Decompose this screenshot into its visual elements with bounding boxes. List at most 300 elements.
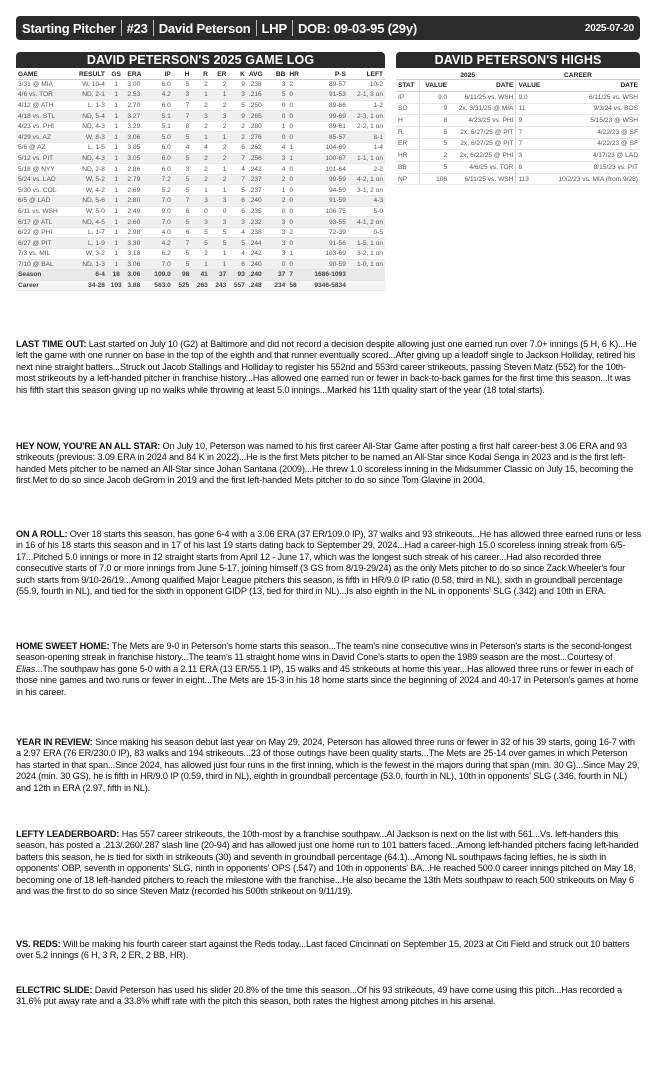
cell-left: 4-1, 2 on [348, 217, 385, 228]
game-row [16, 259, 385, 270]
cell-ip: 4.2 [148, 238, 173, 249]
game-row [16, 206, 385, 217]
cell-r: 1 [191, 185, 210, 196]
cell-er: 2 [210, 153, 229, 164]
cell-gs: 1 [107, 238, 126, 249]
header-bar [16, 16, 640, 40]
cell-left: 2-2 [348, 164, 385, 175]
cell-bb: 0 [269, 259, 288, 270]
cell-k: 6 [228, 196, 247, 207]
cell-left: 10-2 [348, 79, 385, 90]
cell-h: 6 [173, 227, 192, 238]
cell-k: 4 [228, 164, 247, 175]
note-text: Last started on July 10 (G2) at Baltimore and did not record a decision despite allowing just one earned run over 7.0+ innings (5 H, 6 K)...He left the game with one runner on base in the top of the eighth and that runner eventually scored...After giving up a leadoff single to Jackson Holliday, retired his next nine straight batters...Struck out Jacob Stallings and Holliday to register his 552nd and 553rd career strikeouts, passing Steven Matz (552) for the 10th-most strikeouts by a left-handed pitcher in franchise history...Has allowed one earned run or fewer in back-to-back games for the first time this season...It was his fifth start this season giving up no walks while throwing at least 5.0 innings...Marked his 11th quality start of the year (18 total starts). [16, 339, 637, 395]
cell-game: 5/18 @ NYY [16, 164, 70, 175]
cell-bb: 4 [269, 143, 288, 154]
note-text: Has 557 career strikeouts, the 10th-most by a franchise southpaw...Al Jackson is next on the list with 561...Vs. left-handers this season, has posted a .213/.260/.287 slash line (20-94) and has allowed just one home run to 101 batters faced...Among left-handed pitchers facing left-handed batters this season, he is tied for sixth in strikeouts (30) and seventh in groundball percentage (64.1)...Among NL southpaws facing lefties, he is sixth in opponents' OBP, seventh in opponents' SLG, ninth in opponents' OPS (.547) and 10th in opponents' BA...He reached 500.0 career innings pitched on May 18, becoming one of 18 left-handed pitchers to reach the milestone with the franchise...He also became the 13th Mets southpaw to reach 500 strikeouts on May 6 and was the first to do so since Steven Matz (recorded his 500th strikeout on 9/11/19). [16, 829, 639, 897]
cell-er: 243 [210, 280, 229, 291]
cell-era: 2.79 [125, 174, 147, 185]
cell-ip: 6.0 [148, 153, 173, 164]
cell-avg: .232 [247, 217, 269, 228]
cell-ip: 6.2 [148, 249, 173, 260]
cell-ip: 6.0 [148, 100, 173, 111]
cell-career-date: 5/15/23 @ WSH [546, 115, 640, 127]
game-row [16, 217, 385, 228]
cell-gs: 1 [107, 174, 126, 185]
cell-k: 9 [228, 111, 247, 122]
note-last-time-out [16, 339, 642, 396]
cell-avg: .235 [247, 206, 269, 217]
cell-r: 2 [191, 121, 210, 132]
column-header-hr: HR [287, 68, 304, 79]
cell-r: 4 [191, 143, 210, 154]
cell-r: 2 [191, 249, 210, 260]
cell-avg: .276 [247, 132, 269, 143]
column-header-era: ERA [125, 68, 147, 79]
cell-k: 9 [228, 79, 247, 90]
cell-era: 3.06 [125, 270, 147, 281]
cell-p-s: 91-59 [304, 196, 348, 207]
note-vs-reds [16, 939, 642, 962]
cell-result: ND, 2-8 [70, 164, 107, 175]
cell-era: 3.05 [125, 143, 147, 154]
note-heading: YEAR IN REVIEW: [16, 737, 93, 747]
note-on-a-roll [16, 529, 642, 597]
cell-left: 5-0 [348, 206, 385, 217]
game-row [16, 143, 385, 154]
cell-avg: .240 [247, 196, 269, 207]
cell-bb: 0 [269, 132, 288, 143]
cell-career-date: 4/17/23 @ LAD [546, 150, 640, 162]
note-year-in-review [16, 737, 642, 794]
game-row [16, 164, 385, 175]
highs-header-value: VALUE [516, 80, 546, 92]
cell-era: 3.18 [125, 249, 147, 260]
cell-result: L, 1-5 [70, 143, 107, 154]
cell-er: 3 [210, 111, 229, 122]
cell-ip: 563.0 [148, 280, 173, 291]
cell-game: 5/12 vs. PIT [16, 153, 70, 164]
cell-bb: 3 [269, 153, 288, 164]
cell-left: 1-1, 1 on [348, 153, 385, 164]
cell-career-value: 9 [516, 115, 546, 127]
cell-k: 3 [228, 217, 247, 228]
cell-er: 1 [210, 132, 229, 143]
cell-bb: 0 [269, 206, 288, 217]
cell-gs: 1 [107, 79, 126, 90]
cell-game: 7/3 vs. MIL [16, 249, 70, 260]
career-total-row [16, 280, 385, 291]
cell-p-s: 99-69 [304, 111, 348, 122]
highs-group-row [396, 68, 640, 80]
column-header-k: K [228, 68, 247, 79]
cell-avg: .242 [247, 249, 269, 260]
cell-game: 5/24 vs. LAD [16, 174, 70, 185]
cell-p-s: 106-75 [304, 206, 348, 217]
cell-hr: 0 [287, 90, 304, 101]
cell-2025-value: 9 [419, 103, 449, 115]
note-heading: ELECTRIC SLIDE: [16, 985, 93, 995]
cell-2025-value: 5 [419, 126, 449, 138]
cell-k: 4 [228, 249, 247, 260]
cell-2025-date: 4/23/25 vs. PHI [449, 115, 516, 127]
cell-game: 6/17 @ ATL [16, 217, 70, 228]
cell-h: 5 [173, 185, 192, 196]
cell-game: 6/27 @ PIT [16, 238, 70, 249]
cell-era: 3.00 [125, 79, 147, 90]
game-row [16, 111, 385, 122]
note-italic: Elias [16, 663, 36, 674]
cell-result: W, 8-3 [70, 132, 107, 143]
cell-p-s: 104-69 [304, 143, 348, 154]
cell-avg: .216 [247, 90, 269, 101]
cell-game: 4/29 vs. AZ [16, 132, 70, 143]
cell-h: 7 [173, 238, 192, 249]
note-electric-slide [16, 985, 642, 1008]
highs-row [396, 138, 640, 150]
cell-k: 3 [228, 90, 247, 101]
cell-era: 3.06 [125, 132, 147, 143]
cell-er: 2 [210, 79, 229, 90]
cell-ip: 5.1 [148, 111, 173, 122]
cell-result: W, 3-2 [70, 249, 107, 260]
cell-avg: .238 [247, 227, 269, 238]
cell-gs: 1 [107, 217, 126, 228]
cell-career-value: 3 [516, 150, 546, 162]
cell-bb: 0 [269, 111, 288, 122]
cell-hr: 0 [287, 185, 304, 196]
cell-era: 2.53 [125, 90, 147, 101]
cell-p-s: 90-59 [304, 259, 348, 270]
note-heading: LEFTY LEADERBOARD: [16, 829, 120, 839]
cell-er: 2 [210, 100, 229, 111]
cell-r: 2 [191, 174, 210, 185]
column-header-bb: BB [269, 68, 288, 79]
cell-era: 3.06 [125, 259, 147, 270]
highs-header-date: DATE [449, 80, 516, 92]
cell-gs: 103 [107, 280, 126, 291]
cell-career-date: 4/22/23 @ SF [546, 126, 640, 138]
cell-ip: 7.0 [148, 196, 173, 207]
cell-ip: 7.2 [148, 174, 173, 185]
cell-avg: .242 [247, 164, 269, 175]
cell-r: 5 [191, 238, 210, 249]
cell-game: 5/6 @ AZ [16, 143, 70, 154]
cell-er: 1 [210, 249, 229, 260]
column-header-gs: GS [107, 68, 126, 79]
cell-er: 5 [210, 227, 229, 238]
cell-left: 3-2, 1 on [348, 249, 385, 260]
cell-h: 5 [173, 153, 192, 164]
cell-bb: 1 [269, 185, 288, 196]
player-throws: LHP [261, 20, 287, 36]
cell-game: 5/30 vs. COL [16, 185, 70, 196]
cell-hr: 7 [287, 270, 304, 281]
game-log-title: DAVID PETERSON'S 2025 GAME LOG [16, 52, 385, 68]
cell-bb: 3 [269, 79, 288, 90]
cell-left: 2-2, 1 on [348, 121, 385, 132]
cell-2025-date: 6/11/25 vs. WSH [449, 173, 516, 185]
cell-game: 4/6 vs. TOR [16, 90, 70, 101]
cell-er: 37 [210, 270, 229, 281]
cell-avg: .256 [247, 153, 269, 164]
cell-gs: 1 [107, 206, 126, 217]
cell-avg: .237 [247, 185, 269, 196]
cell-hr: 0 [287, 196, 304, 207]
cell-p-s: 99-59 [304, 174, 348, 185]
highs-row [396, 173, 640, 185]
cell-er: 1 [210, 185, 229, 196]
cell-er: 5 [210, 238, 229, 249]
cell-2025-value: 8 [419, 115, 449, 127]
note-heading: ON A ROLL: [16, 529, 68, 539]
cell-game: 3/31 @ MIA [16, 79, 70, 90]
cell-hr: 0 [287, 121, 304, 132]
cell-gs: 1 [107, 111, 126, 122]
cell-left: 0-5 [348, 227, 385, 238]
cell-2025-date: 6/11/25 vs. WSH [449, 91, 516, 103]
cell-er: 1 [210, 259, 229, 270]
cell-hr: 0 [287, 259, 304, 270]
cell-k: 7 [228, 153, 247, 164]
cell-h: 3 [173, 164, 192, 175]
note-heading: VS. REDS: [16, 939, 61, 949]
highs-row [396, 115, 640, 127]
cell-2025-value: 2 [419, 150, 449, 162]
cell-bb: 2 [269, 196, 288, 207]
cell-left [348, 270, 385, 281]
cell-gs: 1 [107, 164, 126, 175]
cell-stat: SO [396, 103, 419, 115]
cell-result: L, 1-3 [70, 100, 107, 111]
cell-k: 5 [228, 100, 247, 111]
note-heading: HOME SWEET HOME: [16, 641, 110, 651]
season-total-row [16, 270, 385, 281]
cell-era: 2.70 [125, 100, 147, 111]
cell-h: 5 [173, 217, 192, 228]
cell-era: 2.49 [125, 206, 147, 217]
cell-p-s: 1686-1093 [304, 270, 348, 281]
cell-hr: 2 [287, 227, 304, 238]
player-role: Starting Pitcher [22, 20, 116, 36]
cell-bb: 4 [269, 164, 288, 175]
cell-result: ND, 5-4 [70, 111, 107, 122]
cell-h: 525 [173, 280, 192, 291]
cell-r: 263 [191, 280, 210, 291]
highs-panel [396, 52, 640, 185]
cell-gs: 1 [107, 121, 126, 132]
player-dob: DOB: 09-03-95 (29y) [297, 20, 417, 36]
cell-result: ND, 1-3 [70, 259, 107, 270]
cell-p-s: 100-67 [304, 153, 348, 164]
cell-p-s: 72-39 [304, 227, 348, 238]
cell-result: W, 5-2 [70, 174, 107, 185]
cell-result: 34-28 [70, 280, 107, 291]
cell-k: 5 [228, 238, 247, 249]
cell-hr: 0 [287, 164, 304, 175]
cell-gs: 1 [107, 227, 126, 238]
cell-k: 2 [228, 121, 247, 132]
cell-r: 0 [191, 206, 210, 217]
cell-p-s: 91-53 [304, 90, 348, 101]
cell-career-value: 6 [516, 162, 546, 174]
divider [153, 20, 154, 36]
cell-h: 5 [173, 249, 192, 260]
column-header-r: R [191, 68, 210, 79]
cell-er: 2 [210, 174, 229, 185]
note-heading: LAST TIME OUT: [16, 339, 87, 349]
cell-era: 3.05 [125, 153, 147, 164]
cell-result: ND, 4-3 [70, 153, 107, 164]
cell-era: 3.88 [125, 280, 147, 291]
note-text: Since making his season debut last year on May 29, 2024, Peterson has allowed three runs or fewer in 32 of his 39 starts, going 16-7 with a 2.97 ERA (76 ER/230.0 IP), 83 walks and 194 strikeouts...23 of those outings have been quality starts...The Mets are 25-14 over games in which Peterson has started in that span...Since 2024, has allowed just four runs in the first inning, which is the fewest in the majors during that span (min. 30 G)...Since May 29, 2024 (min. 30 GS), he is fifth in HR/9.0 IP (0.59, third in NL), eighth in groundball percentage (53.0, fourth in NL), 10th in opponents' SLG (.346, fourth in NL) and 12th in ERA (2.97, fifth in NL). [16, 737, 640, 793]
game-row [16, 153, 385, 164]
cell-r: 1 [191, 132, 210, 143]
cell-hr: 1 [287, 153, 304, 164]
cell-r: 41 [191, 270, 210, 281]
cell-career-date: 8/15/23 vs. PIT [546, 162, 640, 174]
note-lefty-leaderboard [16, 829, 642, 897]
cell-r: 3 [191, 196, 210, 207]
cell-gs: 1 [107, 196, 126, 207]
cell-stat: BB [396, 162, 419, 174]
cell-game: 6/11 vs. WSH [16, 206, 70, 217]
cell-er: 3 [210, 196, 229, 207]
cell-avg: .237 [247, 174, 269, 185]
cell-h: 5 [173, 79, 192, 90]
cell-h: 5 [173, 174, 192, 185]
cell-avg: .265 [247, 111, 269, 122]
cell-left: 2-1, 3 on [348, 90, 385, 101]
cell-p-s: 101-64 [304, 164, 348, 175]
cell-p-s: 89-61 [304, 121, 348, 132]
cell-gs: 1 [107, 90, 126, 101]
cell-r: 1 [191, 259, 210, 270]
note-text: ...The southpaw has gone 5-0 with a 2.11 ERA (13 ER/55.1 IP), 15 walks and 45 strikeouts at home this year...Has allowed three runs or fewer in each of those nine games and two runs or fewer in eight...The Mets are 15-3 in his 18 home starts since the beginning of 2024 and 40-17 in Peterson's games at home in his career. [16, 663, 639, 697]
cell-result: ND, 2-1 [70, 90, 107, 101]
game-log-header-row [16, 68, 385, 79]
cell-r: 2 [191, 153, 210, 164]
cell-ip: 6.0 [148, 79, 173, 90]
divider [121, 20, 122, 36]
cell-hr: 2 [287, 79, 304, 90]
cell-hr: 0 [287, 111, 304, 122]
cell-2025-date: 4/6/25 vs. TOR [449, 162, 516, 174]
cell-bb: 3 [269, 238, 288, 249]
cell-h: 4 [173, 143, 192, 154]
highs-header-date: DATE [546, 80, 640, 92]
cell-avg: .244 [247, 238, 269, 249]
cell-h: 7 [173, 196, 192, 207]
cell-gs: 1 [107, 132, 126, 143]
cell-gs: 18 [107, 270, 126, 281]
cell-era: 2.86 [125, 164, 147, 175]
cell-hr: 0 [287, 174, 304, 185]
cell-r: 2 [191, 164, 210, 175]
note-text: Will be making his fourth career start against the Reds today...Last faced Cincinnati on September 15, 2023 at Citi Field and struck out 10 batters over 5.2 innings (6 H, 3 R, 2 ER, 2 BB, HR). [16, 939, 630, 961]
cell-game: Career [16, 280, 70, 291]
cell-2025-value: 106 [419, 173, 449, 185]
note-text: David Peterson has used his slider 20.8% of the time this season...Of his 93 strikeouts, 49 have come using this pitch...Has recorded a 31.6% put away rate and a 33.8% whiff rate with the pitch this season, both rates the highest among pitches in his arsenal. [16, 985, 622, 1007]
cell-h: 7 [173, 100, 192, 111]
cell-h: 5 [173, 259, 192, 270]
cell-2025-date: 2x, 6/27/25 @ PIT [449, 126, 516, 138]
cell-p-s: 93-55 [304, 217, 348, 228]
cell-er: 3 [210, 217, 229, 228]
cell-result: W, 5-0 [70, 206, 107, 217]
cell-left: 3-1, 2 on [348, 185, 385, 196]
game-row [16, 132, 385, 143]
highs-row [396, 126, 640, 138]
cell-avg: .262 [247, 143, 269, 154]
cell-2025-date: 2x, 6/27/25 @ PIT [449, 138, 516, 150]
highs-title: DAVID PETERSON'S HIGHS [396, 52, 640, 68]
cell-k: 5 [228, 185, 247, 196]
note-all-star [16, 441, 642, 487]
cell-er: 2 [210, 121, 229, 132]
column-header-left: LEFT [348, 68, 385, 79]
game-row [16, 249, 385, 260]
group-2025: 2025 [419, 68, 516, 80]
group-spacer [396, 68, 419, 80]
cell-k: 6 [228, 206, 247, 217]
cell-bb: 3 [269, 217, 288, 228]
cell-r: 2 [191, 79, 210, 90]
game-row [16, 90, 385, 101]
cell-bb: 2 [269, 174, 288, 185]
note-heading: HEY NOW, YOU'RE AN ALL STAR: [16, 441, 161, 451]
cell-k: 7 [228, 174, 247, 185]
cell-hr: 1 [287, 249, 304, 260]
cell-er: 2 [210, 143, 229, 154]
cell-ip: 109.0 [148, 270, 173, 281]
cell-ip: 7.0 [148, 259, 173, 270]
cell-era: 2.60 [125, 217, 147, 228]
column-header-game: GAME [16, 68, 70, 79]
cell-bb: 234 [269, 280, 288, 291]
cell-hr: 0 [287, 132, 304, 143]
cell-gs: 1 [107, 249, 126, 260]
cell-h: 6 [173, 206, 192, 217]
cell-career-date: 4/22/23 @ SF [546, 138, 640, 150]
note-text: Over 18 starts this season, has gone 6-4 with a 3.06 ERA (37 ER/109.0 IP), 37 walks and 93 strikeouts...He has allowed three earned runs or less in 16 of his 18 starts this season and in 17 of his last 19 starts dating back to September 29, 2024...Had a career-high 15.0 scoreless inning streak from 6/5-17...Pitched 5.0 innings or more in 12 straight starts from April 12 - June 17, which was the longest such streak of his career...Had also recorded three consecutive starts of 7.0 or more innings from June 5-17, joining himself (3 GS from 8/19-29/24) as the only Mets pitcher to do so since Zack Wheeler's four such starts from 9/10-26/19...Among qualified Major League pitchers this season, is fifth in HR/9.0 IP ratio (0.58, third in NL), sixth in groundball percentage (55.9, fourth in NL), and tied for the sixth in opponent GIDP (13, tied for third in NL)...Is also eighth in the NL in opponents' SLG (.342) and 10th in ERA. [16, 529, 642, 597]
column-header-ip: IP [148, 68, 173, 79]
cell-era: 3.27 [125, 111, 147, 122]
cell-avg: .248 [247, 280, 269, 291]
column-header-er: ER [210, 68, 229, 79]
cell-k: 6 [228, 143, 247, 154]
cell-r: 3 [191, 111, 210, 122]
cell-ip: 6.0 [148, 164, 173, 175]
column-header-avg: AVG [247, 68, 269, 79]
divider [292, 20, 293, 36]
cell-2025-value: 9.0 [419, 91, 449, 103]
cell-h: 3 [173, 90, 192, 101]
cell-career-value: 11 [516, 103, 546, 115]
cell-hr: 0 [287, 206, 304, 217]
cell-bb: 37 [269, 270, 288, 281]
game-row [16, 100, 385, 111]
cell-left: 4-3 [348, 196, 385, 207]
cell-bb: 3 [269, 227, 288, 238]
cell-ip: 6.0 [148, 143, 173, 154]
cell-left [348, 280, 385, 291]
cell-stat: ER [396, 138, 419, 150]
cell-bb: 5 [269, 90, 288, 101]
highs-header-stat: STAT [396, 80, 419, 92]
cell-p-s: 89-66 [304, 100, 348, 111]
cell-left: 1-2 [348, 100, 385, 111]
